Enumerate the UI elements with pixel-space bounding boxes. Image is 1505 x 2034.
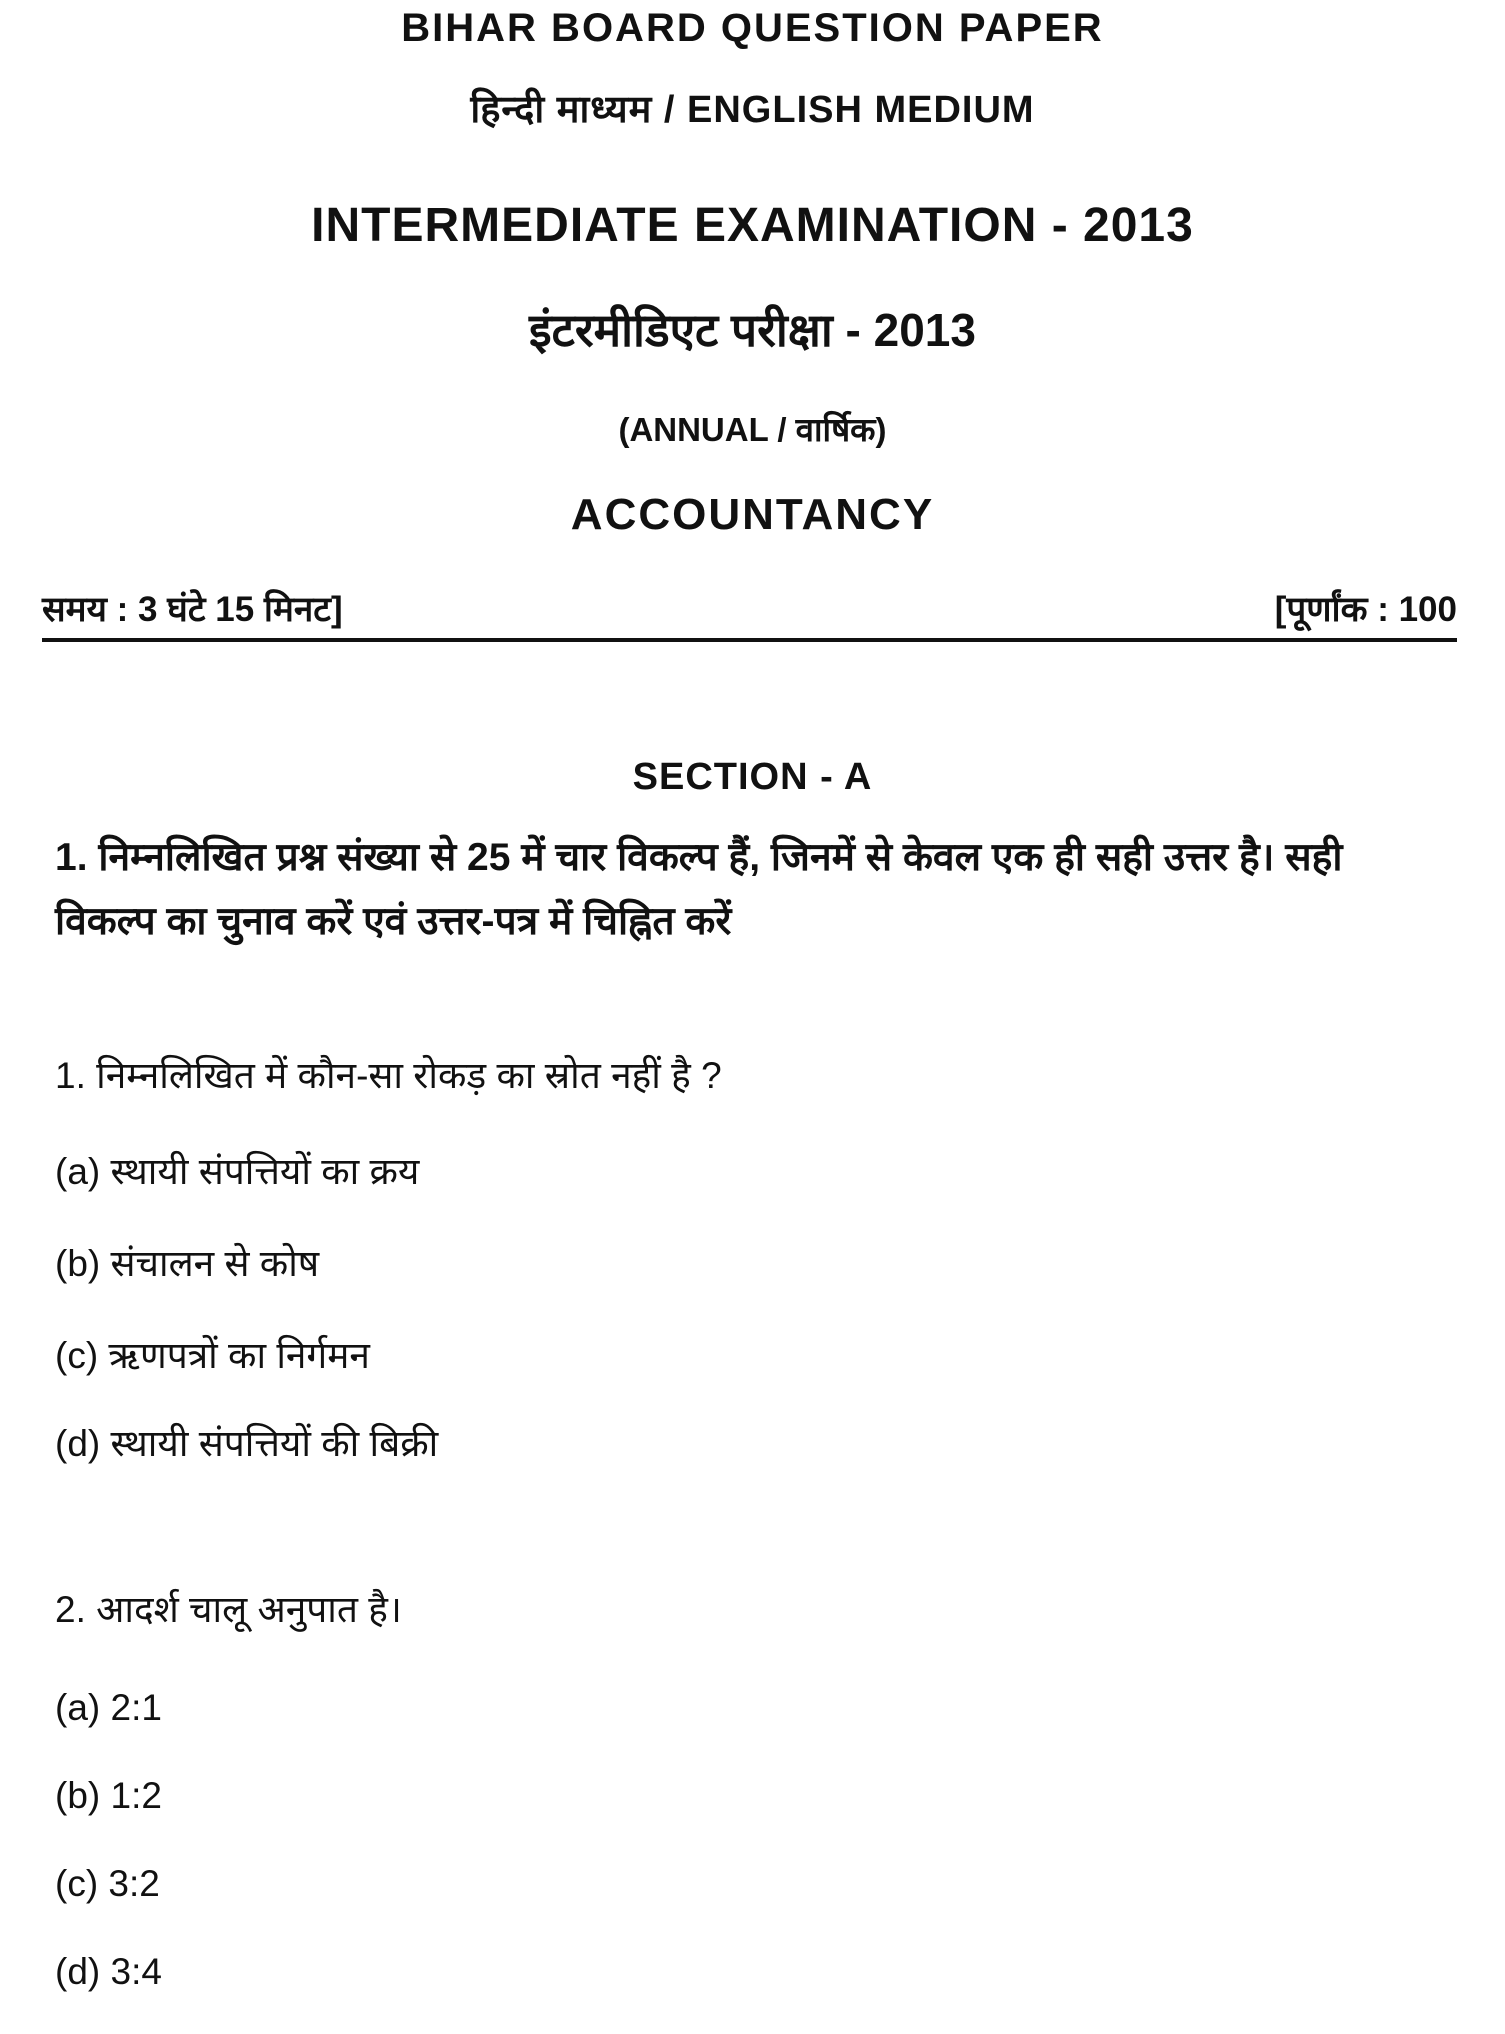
time-allowed: समय : 3 घंटे 15 मिनट]: [42, 590, 343, 629]
subject-title: ACCOUNTANCY: [570, 490, 935, 539]
exam-title-en: INTERMEDIATE EXAMINATION - 2013: [311, 199, 1194, 252]
question-1-option-b: (b) संचालन से कोष: [55, 1243, 320, 1284]
meta-row: [42, 585, 1457, 642]
instruction-text: 1. निम्नलिखित प्रश्न संख्या से 25 में चार विकल्प हैं, जिनमें से केवल एक ही सही उत्तर है। सही विकल्प का चुनाव करें एवं उत्तर-पत्र में चिह्नित करें: [55, 836, 1343, 944]
question-2-option-c: (c) 3:2: [55, 1863, 160, 1904]
section-title: SECTION - A: [632, 756, 873, 798]
doc-title: BIHAR BOARD QUESTION PAPER: [401, 6, 1104, 50]
question-2-option-a: (a) 2:1: [55, 1687, 162, 1728]
question-2-text: 2. आदर्श चालू अनुपात है।: [55, 1589, 402, 1630]
question-1-text: 1. निम्नलिखित में कौन-सा रोकड़ का स्रोत नहीं है ?: [55, 1055, 722, 1096]
question-1-option-d: (d) स्थायी संपत्तियों की बिक्री: [55, 1423, 439, 1464]
annual-line: (ANNUAL / वार्षिक): [618, 411, 887, 448]
question-2-option-b: (b) 1:2: [55, 1775, 162, 1816]
medium-line: हिन्दी माध्यम / ENGLISH MEDIUM: [470, 89, 1035, 131]
question-1-option-a: (a) स्थायी संपत्तियों का क्रय: [55, 1151, 420, 1192]
question-2-option-d: (d) 3:4: [55, 1951, 162, 1992]
full-marks: [पूर्णांक : 100: [1274, 590, 1457, 629]
exam-title-hi: इंटरमीडिएट परीक्षा - 2013: [529, 304, 976, 356]
question-1-option-c: (c) ऋणपत्रों का निर्गमन: [55, 1335, 370, 1376]
